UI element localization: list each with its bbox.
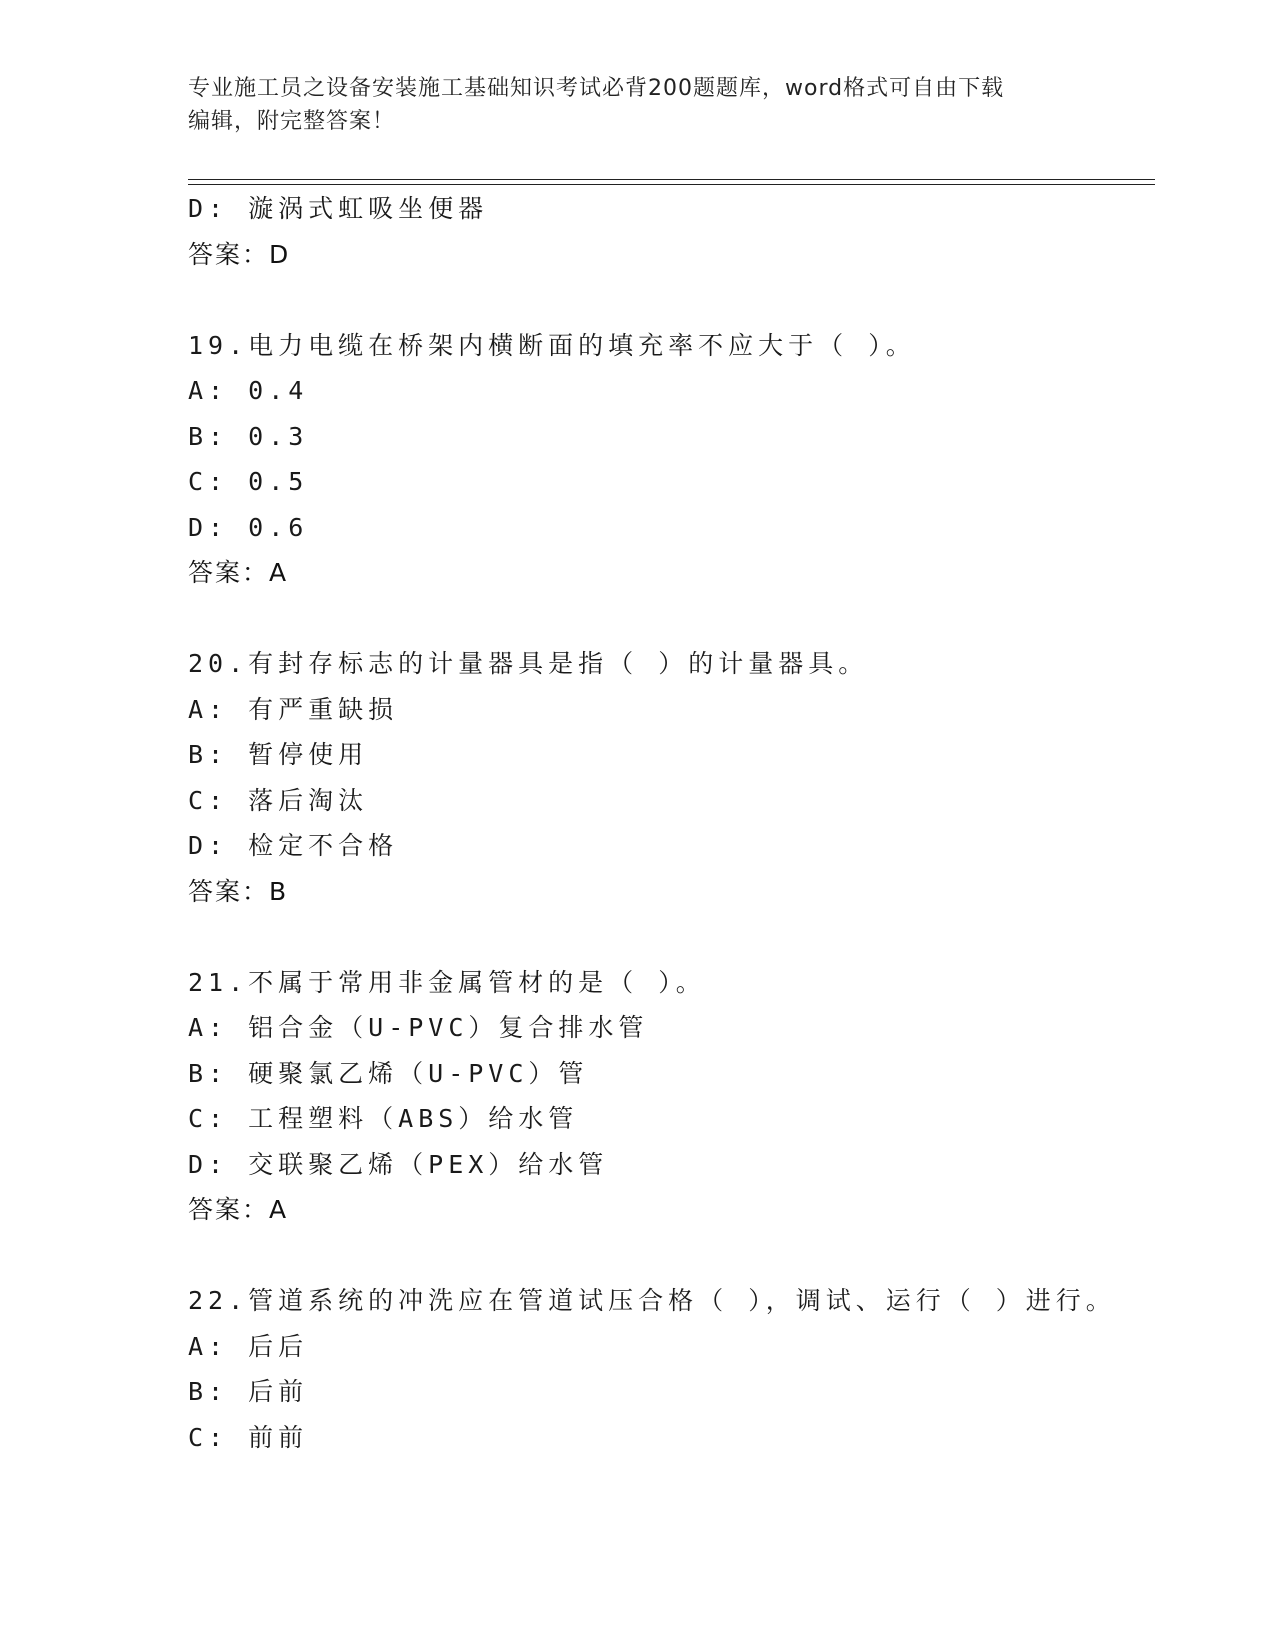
option-b: B: 硬聚氯乙烯（U-PVC）管 (188, 1058, 589, 1088)
answer-line: 答案：A (188, 558, 289, 587)
option-a: A: 有严重缺损 (188, 694, 399, 724)
option-d: D: 0.6 (188, 512, 309, 542)
option-a: A: 后后 (188, 1331, 309, 1361)
question-list (188, 186, 1148, 1460)
question-stem: 21.不属于常用非金属管材的是（ ）。 (188, 967, 706, 997)
option-a: A: 0.4 (188, 376, 309, 405)
option-c: C: 0.5 (188, 467, 309, 496)
option-d: D: 交联聚乙烯（PEX）给水管 (188, 1149, 609, 1179)
option-b: B: 0.3 (188, 421, 309, 451)
document-header (188, 72, 1088, 138)
option-c: C: 落后淘汰 (188, 785, 369, 815)
header-divider-bottom (188, 184, 1155, 185)
answer-line: 答案：B (188, 876, 289, 906)
header-line-2: 编辑，附完整答案！ (188, 109, 396, 134)
option-c: C: 前前 (188, 1422, 309, 1452)
option-b: B: 后前 (188, 1377, 309, 1406)
answer-line: 答案：A (188, 1195, 289, 1224)
header-line-1: 专业施工员之设备安装施工基础知识考试必背200题题库，word格式可自由下载 (188, 76, 1005, 101)
question-stem: 20.有封存标志的计量器具是指（ ）的计量器具。 (188, 649, 869, 678)
question-stem: 22.管道系统的冲洗应在管道试压合格（ ），调试、运行（ ）进行。 (188, 1286, 1116, 1315)
question-stem: 19.电力电缆在桥架内横断面的填充率不应大于（ ）。 (188, 330, 916, 360)
option-c: C: 工程塑料（ABS）给水管 (188, 1104, 579, 1133)
answer-line: 答案：D (188, 239, 291, 269)
option-a: A: 铝合金（U-PVC）复合排水管 (188, 1013, 649, 1042)
option-d: D: 漩涡式虹吸坐便器 (188, 194, 489, 223)
option-d: D: 检定不合格 (188, 831, 399, 860)
option-b: B: 暂停使用 (188, 740, 369, 769)
header-divider-top (188, 179, 1155, 180)
